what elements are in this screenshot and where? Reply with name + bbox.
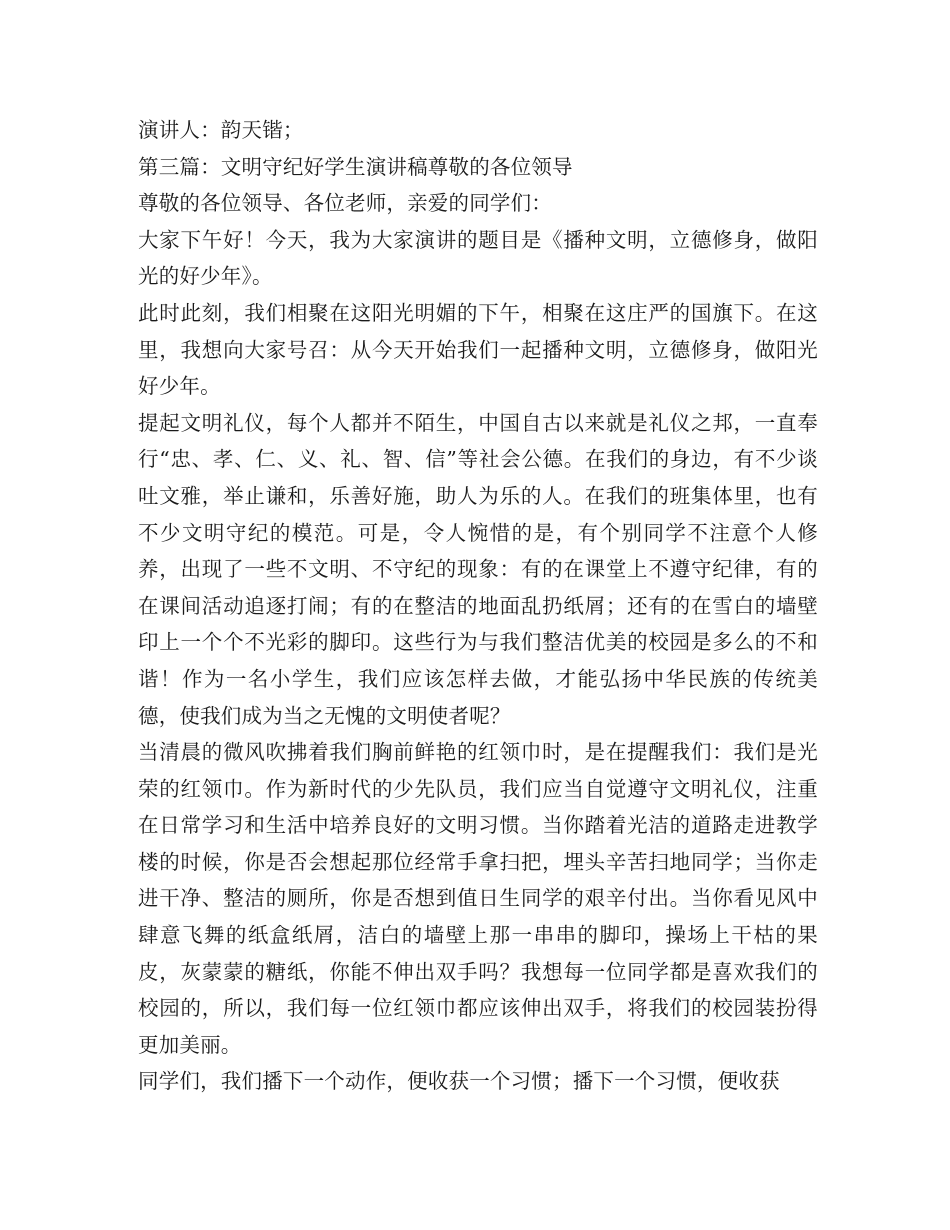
article-heading: 第三篇：文明守纪好学生演讲稿尊敬的各位领导 bbox=[138, 154, 573, 179]
salutation: 尊敬的各位领导、各位老师，亲爱的同学们： bbox=[138, 191, 552, 216]
speaker-line: 演讲人：韵天锴； bbox=[138, 118, 304, 142]
paragraph-etiquette: 提起文明礼仪，每个人都并不陌生，中国自古以来就是礼仪之邦，一直奉行“忠、孝、仁、义、礼、智、信”等社会公德。在我们的身边，有不少谈吐文雅，举止谦和，乐善好施，助人为乐的人。在我们的班集体里，也有不少文明守纪的模范。可是，令人惋惜的是，有个别同学不注意个人修养，出现了一些不文明、不守纪的现象：有的在课堂上不遵守纪律，有的在课间活动追逐打闹；有的在整洁的地面乱扔纸屑；还有的在雪白的墙壁印上一个个不光彩的脚印。这些行为与我们整洁优美的校园是多么的不和谐！作为一名小学生，我们应该怎样去做，才能弘扬中华民族的传统美德，使我们成为当之无愧的文明使者呢？ bbox=[138, 410, 818, 728]
paragraph-greeting: 大家下午好！今天，我为大家演讲的题目是《播种文明，立德修身，做阳光的好少年》。 bbox=[138, 227, 818, 289]
paragraph-habits: 同学们，我们播下一个动作，便收获一个习惯；播下一个习惯，便收获 bbox=[138, 1069, 780, 1094]
paragraph-red-scarf: 当清晨的微风吹拂着我们胸前鲜艳的红领巾时，是在提醒我们：我们是光荣的红领巾。作为新时代的少先队员，我们应当自觉遵守文明礼仪，注重在日常学习和生活中培养良好的文明习惯。当你踏着光洁的道路走进教学楼的时候，你是否会想起那位经常手拿扫把，埋头辛苦扫地同学；当你走进干净、整洁的厕所，你是否想到值日生同学的艰辛付出。当你看见风中肆意飞舞的纸盒纸屑，洁白的墙壁上那一串串的脚印，操场上干枯的果皮，灰蒙蒙的糖纸，你能不伸出双手吗？我想每一位同学都是喜欢我们的校园的，所以，我们每一位红领巾都应该伸出双手，将我们的校园装扮得更加美丽。 bbox=[138, 740, 818, 1057]
document-body bbox=[138, 112, 818, 1100]
paragraph-call: 此时此刻，我们相聚在这阳光明媚的下午，相聚在这庄严的国旗下。在这里，我想向大家号召：从今天开始我们一起播种文明，立德修身，做阳光好少年。 bbox=[138, 300, 818, 399]
